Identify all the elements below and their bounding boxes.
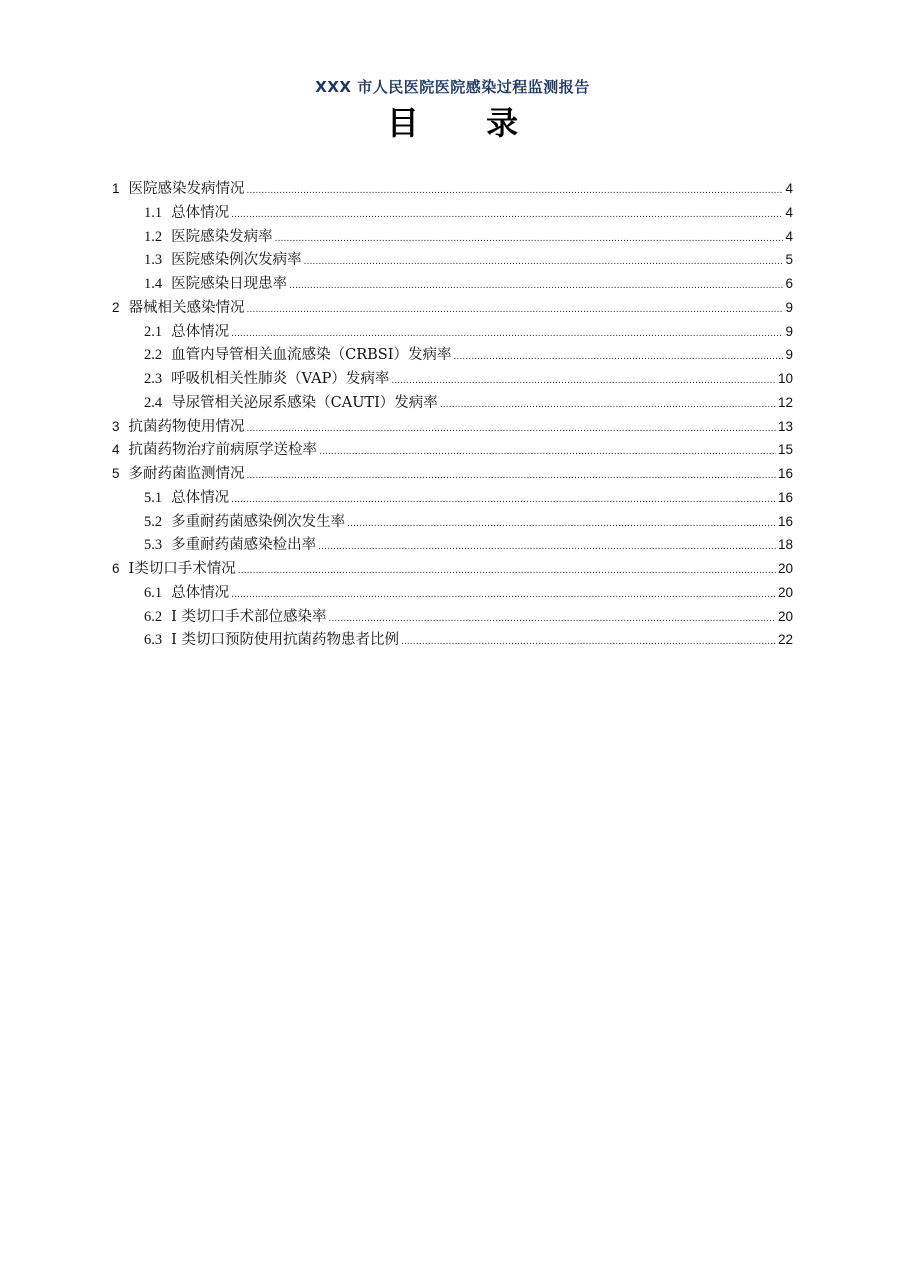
toc-entry-page: 4 <box>785 204 793 220</box>
toc-entry[interactable] <box>112 510 793 534</box>
toc-entry-page: 15 <box>777 442 793 458</box>
toc-entry-title: 导尿管相关泌尿系感染（CAUTI）发病率 <box>171 394 438 411</box>
toc-leader-dots <box>247 416 776 441</box>
toc-entry-title: 总体情况 <box>171 204 230 221</box>
toc-leader-dots <box>247 178 784 203</box>
toc-entry-title: 总体情况 <box>171 323 230 340</box>
toc-entry-title: I 类切口手术部位感染率 <box>171 608 327 625</box>
toc-entry-number: 1.4 <box>144 276 163 292</box>
toc-leader-dots <box>440 392 776 417</box>
toc-entry-page: 9 <box>785 323 793 339</box>
toc-entry-number: 2.4 <box>144 394 163 411</box>
toc-entry-page: 12 <box>777 394 793 410</box>
toc-entry[interactable] <box>112 605 793 629</box>
toc-entry-number: 6.1 <box>144 584 163 601</box>
toc-entry-page: 10 <box>777 371 793 386</box>
toc-entry[interactable] <box>112 628 793 652</box>
toc-leader-dots <box>318 534 776 559</box>
toc-entry-page: 4 <box>785 228 793 244</box>
toc-leader-dots <box>347 511 776 536</box>
toc-entry[interactable] <box>112 296 793 320</box>
toc-entry-page: 13 <box>777 418 793 434</box>
toc-entry[interactable] <box>112 438 793 462</box>
toc-entry[interactable] <box>112 225 793 249</box>
toc-entry-page: 16 <box>777 489 793 505</box>
toc-entry-number: 1.2 <box>144 228 163 245</box>
toc-entry[interactable] <box>112 343 793 367</box>
toc-entry-number: 2.3 <box>144 371 163 387</box>
toc-leader-dots <box>275 226 784 251</box>
toc-leader-dots <box>238 558 776 583</box>
toc-leader-dots <box>231 487 776 512</box>
toc-entry-title: 医院感染例次发病率 <box>171 252 302 269</box>
toc-entry[interactable] <box>112 367 793 391</box>
toc-entry-number: 2 <box>112 299 120 315</box>
toc-leader-dots <box>231 582 776 607</box>
toc-leader-dots <box>304 249 784 274</box>
toc-entry-page: 16 <box>777 466 793 481</box>
toc-entry-title: 抗菌药物治疗前病原学送检率 <box>128 442 318 459</box>
toc-entry-title: 多重耐药菌感染检出率 <box>171 537 317 554</box>
toc-leader-dots <box>401 629 776 654</box>
toc-entry-number: 6.2 <box>144 608 163 625</box>
toc-entry-page: 18 <box>777 537 793 553</box>
toc-entry[interactable] <box>112 415 793 439</box>
toc-entry-number: 5.2 <box>144 513 163 530</box>
toc-entry-number: 4 <box>112 442 120 458</box>
toc-entry-title: 医院感染日现患率 <box>171 276 288 292</box>
toc-entry-number: 5 <box>112 466 120 481</box>
toc-entry[interactable] <box>112 177 793 201</box>
toc-entry-title: Ⅰ类切口手术情况 <box>128 561 236 577</box>
toc-entry[interactable] <box>112 391 793 415</box>
toc-entry[interactable] <box>112 248 793 272</box>
toc-entry-title: I 类切口预防使用抗菌药物患者比例 <box>171 632 399 649</box>
toc-entry[interactable] <box>112 201 793 225</box>
toc-entry-number: 6 <box>112 561 120 576</box>
toc-entry-number: 3 <box>112 418 120 434</box>
report-title: XXX 市人民医院医院感染过程监测报告 <box>315 78 590 96</box>
toc-entry-number: 1 <box>112 181 120 196</box>
toc-entry[interactable] <box>112 581 793 605</box>
toc-entry-number: 2.2 <box>144 347 163 364</box>
toc-entry-title: 多重耐药菌感染例次发生率 <box>171 513 346 530</box>
toc-leader-dots <box>231 202 783 227</box>
toc-entry-title: 器械相关感染情况 <box>128 299 245 316</box>
toc-entry-number: 6.3 <box>144 632 163 649</box>
toc-entry-number: 5.1 <box>144 489 163 506</box>
toc-entry[interactable] <box>112 320 793 344</box>
toc-entry[interactable] <box>112 272 793 296</box>
toc-entry-page: 20 <box>777 608 793 624</box>
toc-entry[interactable] <box>112 533 793 557</box>
toc-entry-number: 1.3 <box>144 252 163 269</box>
table-of-contents <box>112 177 793 652</box>
toc-entry-title: 医院感染发病率 <box>171 228 273 245</box>
toc-leader-dots <box>231 321 783 346</box>
toc-entry-page: 9 <box>785 347 793 363</box>
toc-entry-page: 22 <box>777 632 793 648</box>
toc-entry-page: 5 <box>785 252 793 268</box>
toc-leader-dots <box>289 273 783 298</box>
toc-entry-number: 1.1 <box>144 204 163 221</box>
toc-entry-page: 16 <box>777 513 793 529</box>
toc-entry-page: 20 <box>777 561 793 576</box>
toc-leader-dots <box>328 606 776 631</box>
toc-entry-page: 4 <box>785 181 793 196</box>
toc-leader-dots <box>247 463 776 488</box>
toc-entry[interactable] <box>112 462 793 486</box>
toc-entry-title: 多耐药菌监测情况 <box>128 466 245 482</box>
toc-entry-title: 呼吸机相关性肺炎（VAP）发病率 <box>171 371 390 387</box>
toc-entry-page: 9 <box>785 299 793 315</box>
toc-entry-number: 2.1 <box>144 323 163 340</box>
toc-entry-title: 医院感染发病情况 <box>128 181 245 197</box>
toc-entry-title: 总体情况 <box>171 489 230 506</box>
toc-entry-page: 6 <box>785 276 793 291</box>
toc-leader-dots <box>319 439 776 464</box>
toc-leader-dots <box>247 297 784 322</box>
toc-entry-number: 5.3 <box>144 537 163 554</box>
toc-entry-title: 抗菌药物使用情况 <box>128 418 245 435</box>
toc-leader-dots <box>391 368 776 393</box>
toc-entry-title: 总体情况 <box>171 584 230 601</box>
toc-leader-dots <box>453 344 783 369</box>
toc-entry-title: 血管内导管相关血流感染（CRBSI）发病率 <box>171 347 452 364</box>
toc-entry[interactable] <box>112 486 793 510</box>
toc-heading: 目 录 <box>386 104 547 142</box>
toc-entry-page: 20 <box>777 584 793 600</box>
toc-entry[interactable] <box>112 557 793 581</box>
